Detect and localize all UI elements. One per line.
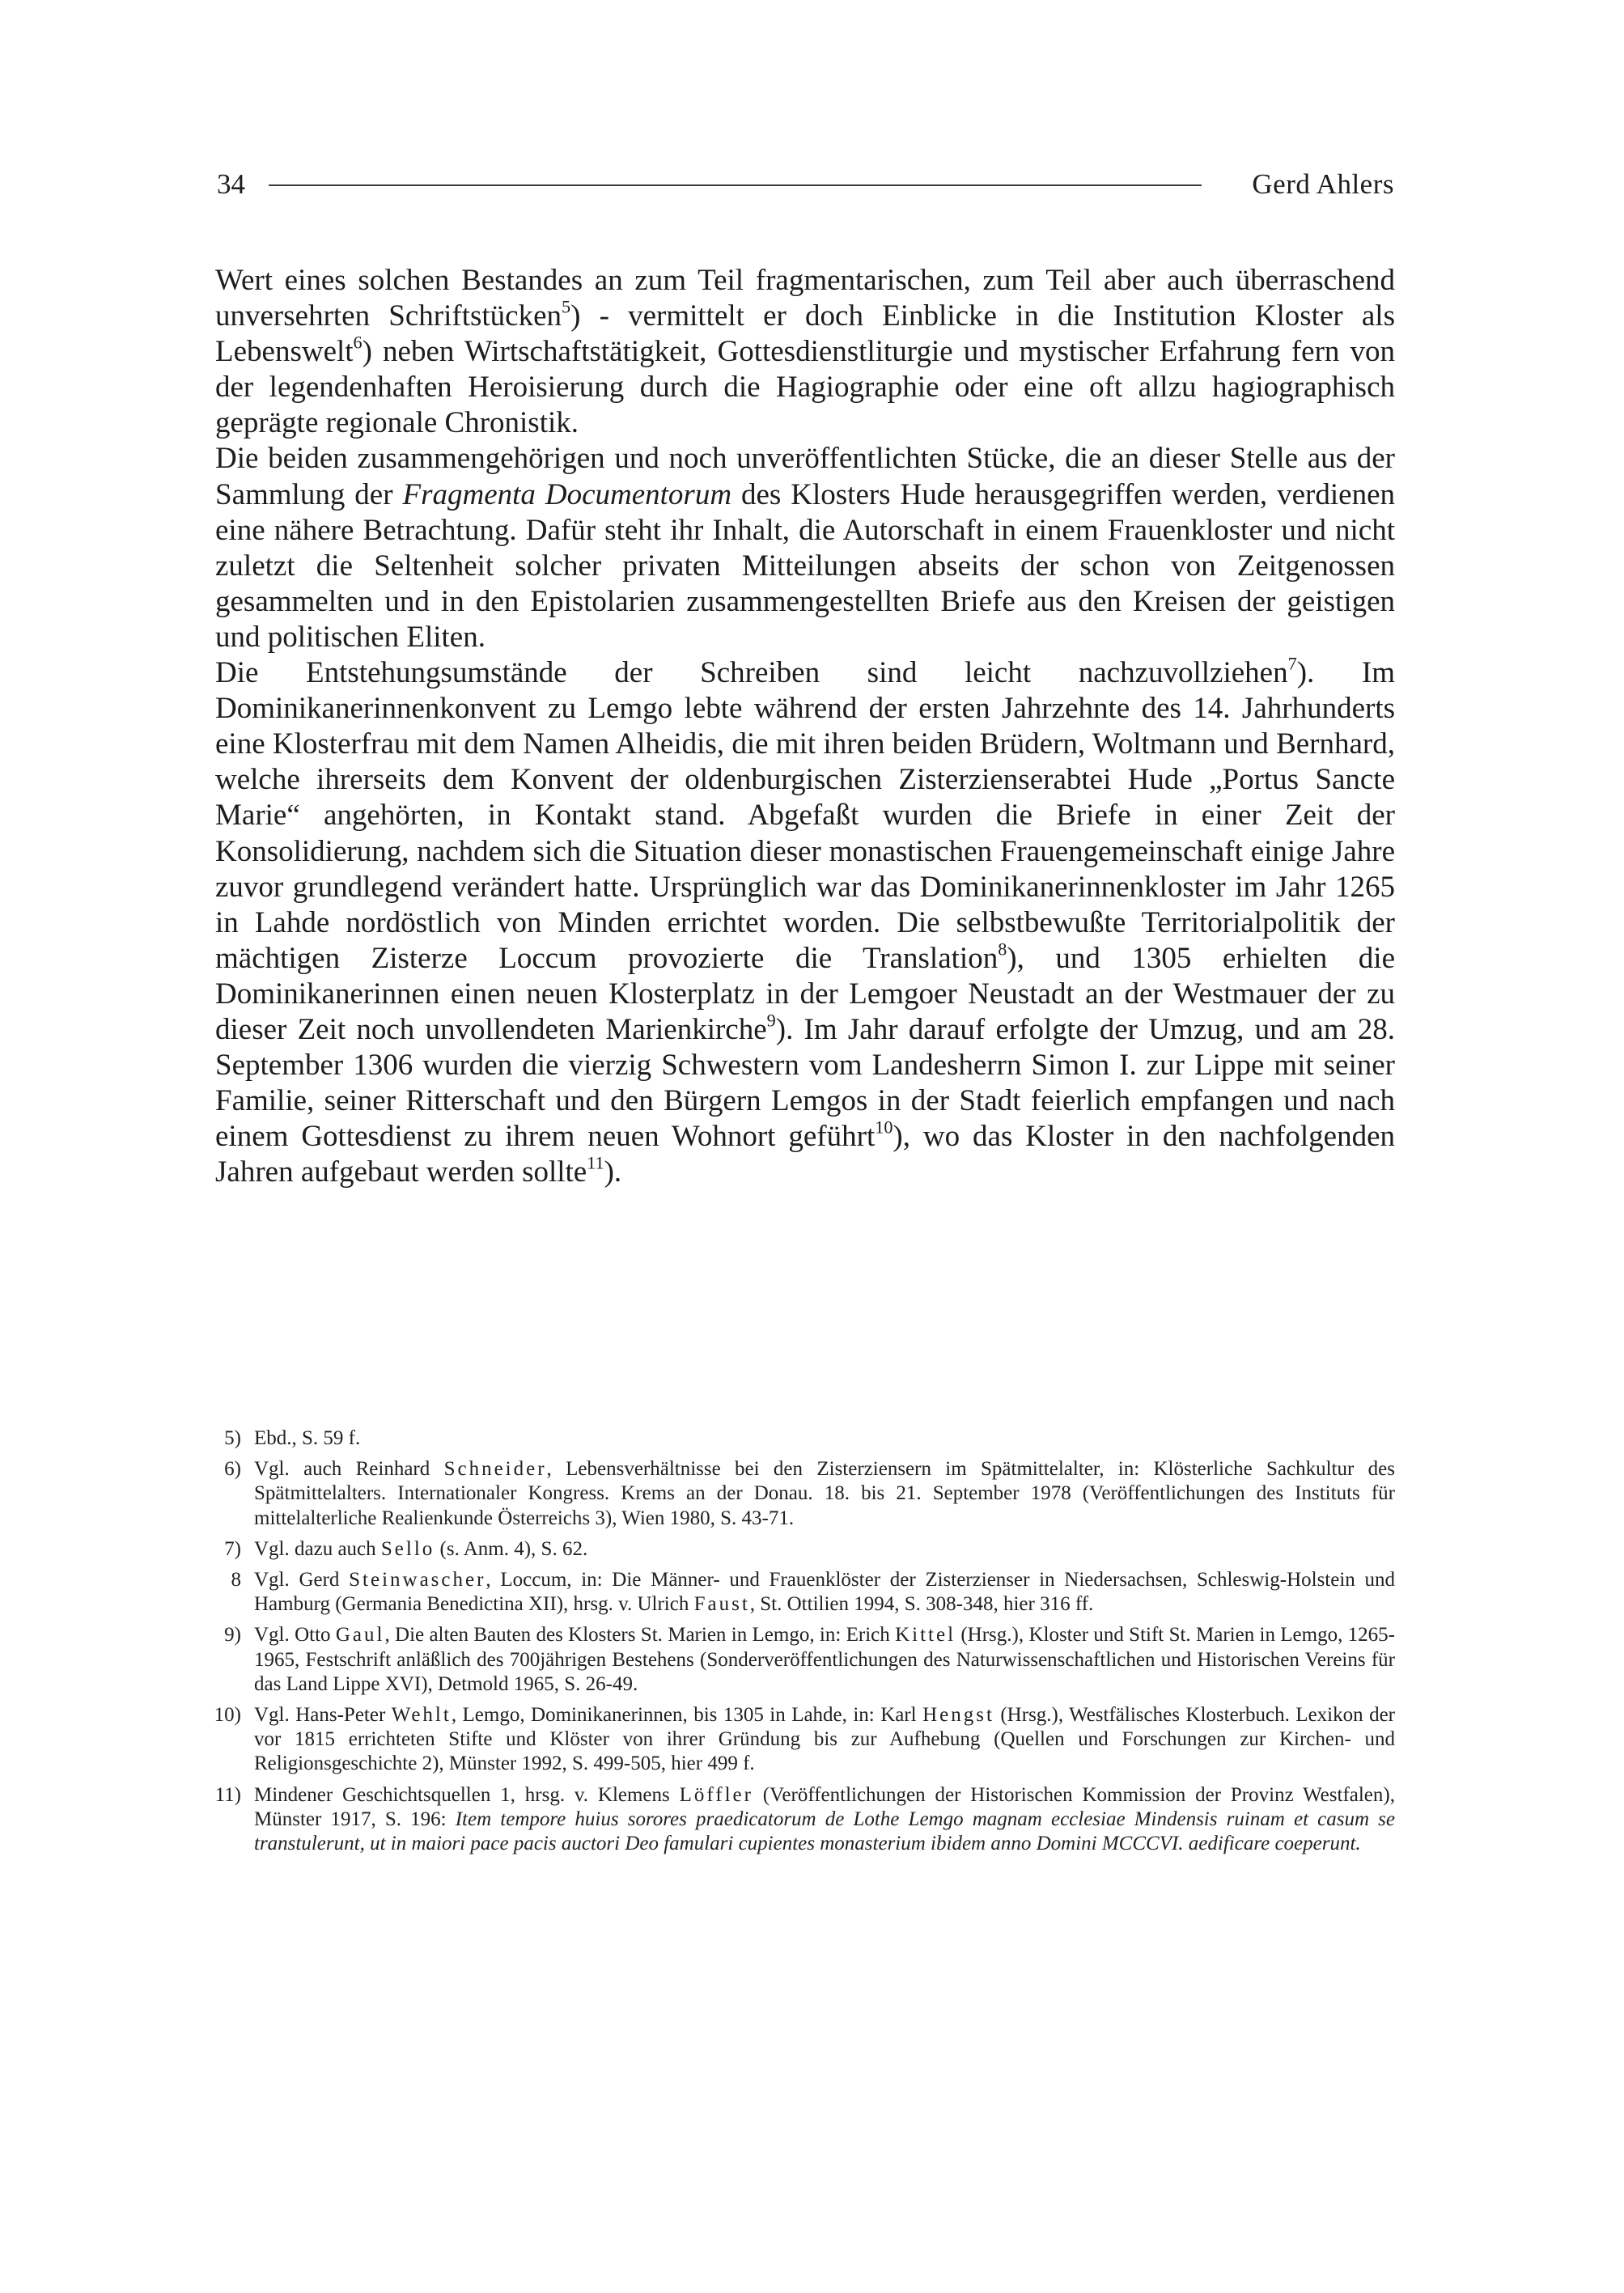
footnote-number: 6) — [224, 1458, 241, 1481]
footnote-ref: 6 — [353, 332, 363, 353]
text-run: (Hrsg.), Kloster und Stift St. Marien in Lemgo, 1265-1965, Festschrift anläßlich des 700jährigen Bestehens (Sonderveröffentlichungen des Naturwissenschaftlichen und Historischen Vereins für das Land Lippe XVI), Detmold 1965, S. 26-49. — [254, 1624, 1395, 1695]
footnotes — [215, 1426, 1395, 1863]
author-name: Gaul — [335, 1624, 385, 1647]
text-run: Vgl. Hans-Peter — [254, 1704, 392, 1727]
text-run: (s. Anm. 4), S. 62. — [435, 1537, 588, 1560]
text-run: Die Entstehungsumstände der Schreiben sind leicht nachzuvollziehen — [215, 656, 1288, 690]
footnote-number: 7) — [224, 1537, 241, 1560]
paragraph — [215, 655, 1395, 1190]
author-name: Faust — [693, 1593, 750, 1616]
text-run: Die beiden zusammengehörigen und noch unveröffentlichten Stücke, die an dieser Stelle aus der Sammlung der — [215, 442, 1395, 511]
footnote-number: 11) — [214, 1783, 241, 1806]
footnote-ref: 11 — [587, 1152, 604, 1173]
text-run: , Lebensverhältnisse bei den Zisterziensern im Spätmittelalter, in: Klösterliche Sachkultur des Spätmittelalters. Internationaler Kongress. Krems an der Donau. 18. bis 21. September 1978 (Veröffentlichungen des Instituts für mittelalterliche Realienkunde Österreichs 3), Wien 1980, S. 43-71. — [254, 1458, 1395, 1529]
footnote-number: 5) — [224, 1427, 241, 1449]
author-name: Kittel — [895, 1624, 956, 1647]
author-name: Sello — [380, 1537, 435, 1560]
text-run: ) neben Wirtschaftstätigkeit, Gottesdienstliturgie und mystischer Erfahrung fern von der legendenhaften Heroisierung durch die Hagiographie oder eine oft allzu hagiographisch geprägte regionale Chronistik. — [215, 335, 1395, 440]
footnote-ref: 7 — [1287, 653, 1297, 674]
header-rule — [269, 184, 1202, 186]
text-run: ). Im Dominikanerinnenkonvent zu Lemgo lebte während der ersten Jahrzehnte des 14. Jahrhunderts eine Klosterfrau mit dem Namen Alheidis, die mit ihren beiden Brüdern, Woltmann und Bernhard, welche ihrerseits dem Konvent der oldenburgischen Zisterzienserabtei Hude „Portus Sancte Marie“ angehörten, in Kontakt stand. Abgefaßt wurden die Briefe in einer Zeit der Konsolidierung, nachdem sich die Situation dieser monastischen Frauengemeinschaft einige Jahre zuvor grundlegend verändert hatte. Ursprünglich war das Dominikanerinnenkloster im Jahr 1265 in Lahde nordöstlich von Minden errichtet worden. Die selbstbewußte Territorialpolitik der mächtigen Zisterze Loccum provozierte die Translation — [215, 656, 1395, 975]
text-run: , Die alten Bauten des Klosters St. Marien in Lemgo, in: Erich — [384, 1624, 896, 1647]
footnote-ref: 10 — [875, 1117, 893, 1138]
footnote-number: 9) — [224, 1624, 241, 1647]
page-number: 34 — [217, 168, 245, 200]
text-run: Vgl. auch Reinhard — [254, 1458, 444, 1481]
text-run: ), wo das Kloster in den nachfolgenden Jahren aufgebaut werden sollte — [215, 1120, 1395, 1189]
text-run: ) - vermittelt er doch Einblicke in die Institution Kloster als Lebenswelt — [215, 299, 1395, 369]
text-run: Ebd., S. 59 f. — [254, 1427, 361, 1449]
text-run: des Klosters Hude herausgegriffen werden, verdienen eine nähere Betrachtung. Dafür steht ihr Inhalt, die Autorschaft in einem Frauenkloster und nicht zuletzt die Seltenheit solcher privaten Mitteilungen abseits der schon von Zeitgenossen gesammelten und in den Epistolarien zusammengestellten Briefe aus den Kreisen der geistigen und politischen Eliten. — [215, 477, 1395, 654]
footnote — [215, 1457, 1395, 1531]
latin-quote: Item tempore huius sorores praedicatorum de Lothe Lemgo magnam ecclesiae Mindensis ruinam et casum se transtulerunt, ut in maiori pace pacis auctori Deo famulari cupientes monasterium ibidem anno Domini MCCCVI. aedificare coeperunt. — [254, 1808, 1395, 1855]
author-name: Wehlt — [391, 1704, 452, 1727]
text-run: ). — [604, 1155, 622, 1189]
footnote — [215, 1568, 1395, 1617]
footnote — [215, 1703, 1395, 1777]
author-name: Steinwascher — [349, 1569, 486, 1592]
body-text — [215, 263, 1395, 1190]
footnote — [215, 1783, 1395, 1857]
text-run: (Hrsg.), Westfälisches Klosterbuch. Lexikon der vor 1815 errichteten Stifte und Klöster von ihrer Gründung bis zur Aufhebung (Quellen und Forschungen zur Kirchen- und Religionsgeschichte 2), Münster 1992, S. 499-505, hier 499 f. — [254, 1704, 1395, 1775]
author-name: Schneider — [443, 1458, 547, 1481]
footnote-number: 8 — [231, 1569, 241, 1592]
italic-title: Fragmenta Documentorum — [402, 477, 732, 511]
text-run: , Lemgo, Dominikanerinnen, bis 1305 in Lahde, in: Karl — [451, 1704, 923, 1727]
text-run: Vgl. Otto — [254, 1624, 336, 1647]
text-run: (Veröffentlichungen der Historischen Kommission der Provinz Westfalen), Münster 1917, S. 196: — [254, 1783, 1395, 1830]
footnote — [215, 1537, 1395, 1562]
text-run: , Loccum, in: Die Männer- und Frauenklöster der Zisterzienser in Niedersachsen, Schleswig-Holstein und Hamburg (Germania Benedictina XII), hrsg. v. Ulrich — [254, 1569, 1395, 1616]
footnote-ref: 8 — [998, 939, 1007, 960]
text-run: ), und 1305 erhielten die Dominikanerinnen einen neuen Klosterplatz in der Lemgoer Neustadt an der Westmauer der zu dieser Zeit noch unvollendeten Marienkirche — [215, 941, 1396, 1046]
footnote-number: 10) — [214, 1704, 241, 1727]
running-head: Gerd Ahlers — [1252, 168, 1394, 200]
page-header — [217, 165, 1394, 204]
text-run: ). Im Jahr darauf erfolgte der Umzug, und am 28. September 1306 wurden die vierzig Schwestern vom Landesherrn Simon I. zur Lippe mit seiner Familie, seiner Ritterschaft und den Bürgern Lemgos in der Stadt feierlich empfangen und nach einem Gottesdienst zu ihrem neuen Wohnort geführt — [215, 1012, 1396, 1154]
text-run: Mindener Geschichtsquellen 1, hrsg. v. Klemens — [254, 1783, 680, 1806]
footnote — [215, 1623, 1395, 1697]
text-run: Vgl. dazu auch — [254, 1537, 381, 1560]
author-name: Löffler — [679, 1783, 753, 1806]
footnote-ref: 9 — [766, 1010, 776, 1031]
footnote — [215, 1426, 1395, 1451]
paragraph — [215, 263, 1395, 441]
text-run: , St. Ottilien 1994, S. 308-348, hier 316 ff. — [749, 1593, 1094, 1616]
author-name: Hengst — [922, 1704, 994, 1727]
text-run: Wert eines solchen Bestandes an zum Teil fragmentarischen, zum Teil aber auch überraschend unversehrten Schriftstücken — [215, 264, 1395, 333]
text-run: Vgl. Gerd — [254, 1569, 350, 1592]
footnote-ref: 5 — [562, 296, 571, 317]
paragraph — [215, 441, 1395, 655]
